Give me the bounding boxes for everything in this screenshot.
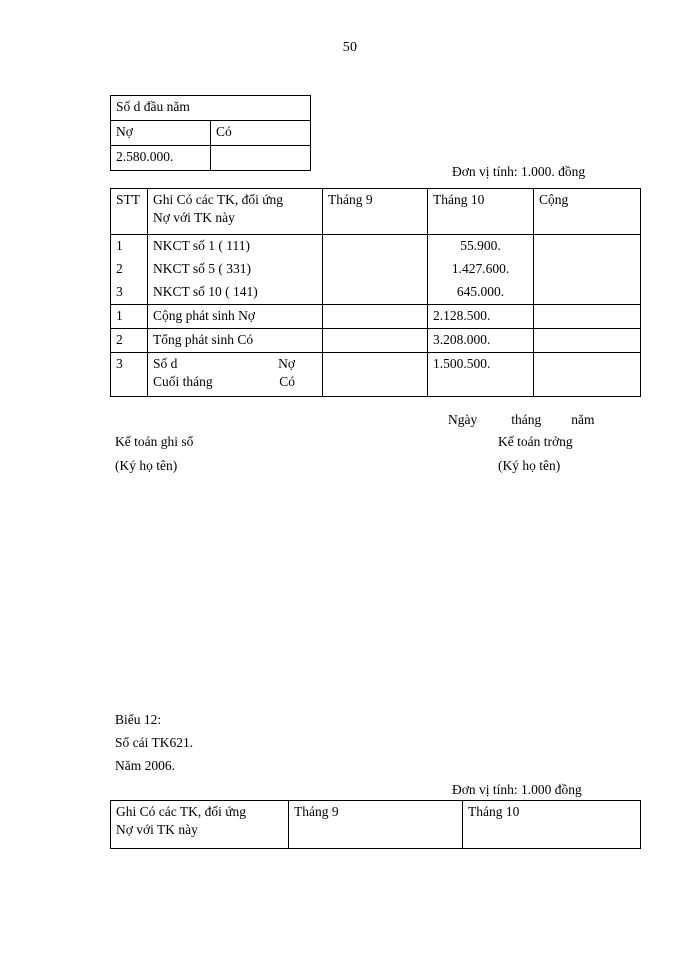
cell-total [534, 235, 641, 259]
opening-balance-header-co: Có [211, 121, 311, 146]
cell-description: Tổng phát sinh Có [148, 329, 323, 353]
signature-date-ngay: Ngày [448, 412, 478, 427]
cell-month10: 1.500.500. [428, 353, 534, 397]
cell-month9 [323, 353, 428, 397]
table-row [111, 146, 311, 171]
closing-line2 [153, 373, 317, 391]
opening-balance-table [110, 95, 311, 171]
main-ledger-table [110, 188, 641, 397]
signature-left-block [115, 430, 193, 477]
closing-side-no: Nợ [278, 356, 295, 371]
cell-month10: 3.208.000. [428, 329, 534, 353]
cell-month9 [323, 305, 428, 329]
unit-note-bottom: Đơn vị tính: 1.000 đồng [452, 782, 582, 797]
column-header-month10: Tháng 10 [428, 189, 534, 235]
table-row [111, 305, 641, 329]
cell-month10: 1.427.600. [428, 258, 534, 281]
column-header-description [111, 801, 289, 849]
cell-month9 [323, 281, 428, 305]
column-header-stt: STT [111, 189, 148, 235]
column-header-description-line1: Ghi Có các TK, đối ứng [153, 192, 284, 207]
cell-stt: 2 [111, 258, 148, 281]
opening-balance-value-co [211, 146, 311, 171]
page-number: 50 [342, 40, 358, 55]
cell-stt: 1 [111, 305, 148, 329]
column-header-description-line1: Ghi Có các TK, đối ứng [116, 804, 247, 819]
cell-total [534, 353, 641, 397]
bottom-ledger-table [110, 800, 641, 849]
opening-balance-title: Số d đầu năm [111, 96, 311, 121]
caption-line-3: Năm 2006. [115, 758, 175, 773]
opening-balance-header-no: Nợ [111, 121, 211, 146]
cell-stt: 1 [111, 235, 148, 259]
closing-side-co: Có [279, 373, 295, 389]
signature-right-role: Kế toán trởng [498, 434, 573, 449]
table-row [111, 235, 641, 259]
signature-left-role: Kế toán ghi sổ [115, 434, 194, 449]
column-header-month10: Tháng 10 [463, 801, 641, 849]
signature-right-note: (Ký họ tên) [498, 457, 561, 473]
caption-line-2: Sổ cái TK621. [115, 735, 194, 750]
closing-label-1: Số d [153, 356, 178, 371]
column-header-month9: Tháng 9 [323, 189, 428, 235]
column-header-month9: Tháng 9 [289, 801, 463, 849]
cell-description: NKCT số 1 ( 111) [148, 235, 323, 259]
cell-total [534, 258, 641, 281]
table-row [111, 329, 641, 353]
column-header-total: Cộng [534, 189, 641, 235]
cell-total [534, 329, 641, 353]
column-header-description-line2: Nợ với TK này [116, 821, 198, 837]
table-row [111, 258, 641, 281]
column-header-description-line2: Nợ với TK này [153, 209, 235, 225]
signature-date-thang: tháng [511, 412, 542, 427]
table-header-row [111, 189, 641, 235]
opening-balance-value-no: 2.580.000. [111, 146, 211, 171]
cell-month10: 645.000. [428, 281, 534, 305]
table-row-closing-balance [111, 353, 641, 397]
column-header-description [148, 189, 323, 235]
cell-month10: 2.128.500. [428, 305, 534, 329]
table-header-row [111, 801, 641, 849]
cell-total [534, 281, 641, 305]
cell-month9 [323, 258, 428, 281]
signature-date-line [448, 408, 595, 432]
cell-month10: 55.900. [428, 235, 534, 259]
table-row [111, 96, 311, 121]
caption-line-1: Biểu 12: [115, 712, 162, 727]
cell-description: NKCT số 5 ( 331) [148, 258, 323, 281]
closing-label-2: Cuối tháng [153, 373, 213, 389]
signature-right-block [498, 430, 573, 477]
cell-month9 [323, 329, 428, 353]
table-row [111, 121, 311, 146]
signature-date-nam: năm [571, 412, 595, 427]
cell-description: NKCT số 10 ( 141) [148, 281, 323, 305]
cell-stt: 3 [111, 353, 148, 397]
closing-line1 [153, 355, 317, 373]
cell-month9 [323, 235, 428, 259]
cell-description: Cộng phát sinh Nợ [148, 305, 323, 329]
cell-stt: 2 [111, 329, 148, 353]
table-row [111, 281, 641, 305]
cell-description-closing [148, 353, 323, 397]
signature-left-note: (Ký họ tên) [115, 457, 178, 473]
unit-note-top: Đơn vị tính: 1.000. đồng [452, 164, 586, 179]
cell-total [534, 305, 641, 329]
cell-stt: 3 [111, 281, 148, 305]
